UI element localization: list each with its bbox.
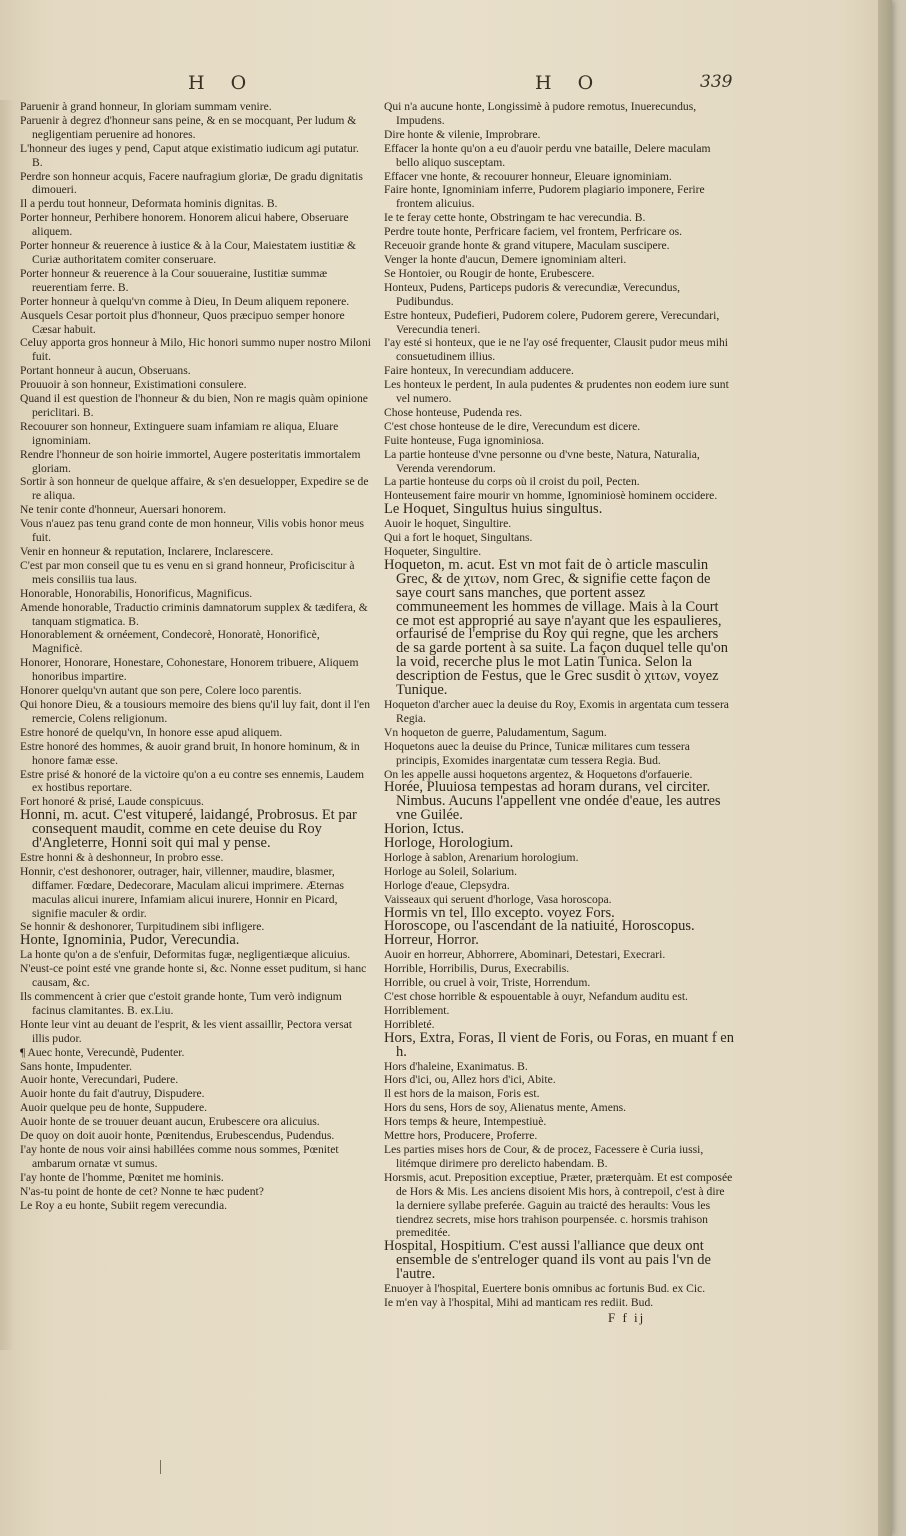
dictionary-entry: Auoir le hoquet, Singultire. bbox=[384, 517, 512, 531]
dictionary-entry: Les honteux le perdent, In aula pudentes & prudentes non eodem iure sunt vel numero. bbox=[384, 378, 729, 406]
dictionary-entry: Portant honneur à aucun, Obseruans. bbox=[20, 364, 191, 378]
dictionary-entry: La honte qu'on a de s'enfuir, Deformitas fugæ, negligentiæque alicuius. bbox=[20, 948, 351, 962]
dictionary-entry: Ie te feray cette honte, Obstringam te hac verecundia. B. bbox=[384, 211, 646, 225]
dictionary-entry: Auoir honte de se trouuer deuant aucun, Erubescere ora alicuius. bbox=[20, 1115, 320, 1129]
dictionary-entry: Chose honteuse, Pudenda res. bbox=[384, 405, 523, 419]
dictionary-entry: Horloge à sablon, Arenarium horologium. bbox=[384, 850, 579, 864]
dictionary-entry: Honni, m. acut. C'est vituperé, laidangé, Probrosus. Et par consequent maudit, comme en cete deuise du Roy d'Angleterre, Honni soit qui mal y pense. bbox=[20, 807, 357, 852]
dictionary-entry: Porter honneur, Perhibere honorem. Honorem alicui habere, Obseruare aliquem. bbox=[20, 211, 349, 239]
dictionary-entry: Vous n'auez pas tenu grand conte de mon honneur, Vilis vobis honor meus fuit. bbox=[20, 517, 365, 545]
dictionary-entry: Les parties mises hors de Cour, & de procez, Facessere è Curia iussi, litémque dirimere pro derelicto habendam. B. bbox=[384, 1142, 704, 1170]
dictionary-entry: I'ay honte de nous voir ainsi habillées comme nous sommes, Pœnitet ambarum ornatæ vt sumus. bbox=[20, 1142, 339, 1170]
dictionary-entry: Receuoir grande honte & grand vitupere, Maculam suscipere. bbox=[384, 239, 670, 253]
dictionary-entry: Horrible, Horribilis, Durus, Execrabilis. bbox=[384, 962, 570, 976]
dictionary-entry: Hospital, Hospitium. C'est aussi l'alliance que deux ont ensemble de s'entreloger quand ils vont au pais l'vn de l'autre. bbox=[384, 1238, 711, 1283]
dictionary-entry: De quoy on doit auoir honte, Pœnitendus, Erubescendus, Pudendus. bbox=[20, 1129, 335, 1143]
dictionary-entry: Honorable, Honorabilis, Honorificus, Magnificus. bbox=[20, 586, 253, 600]
dictionary-entry: Le Hoquet, Singultus huius singultus. bbox=[384, 501, 603, 518]
dictionary-entry: Dire honte & vilenie, Improbrare. bbox=[384, 127, 541, 141]
dictionary-entry: Vaisseaux qui seruent d'horloge, Vasa horoscopa. bbox=[384, 892, 612, 906]
dictionary-entry: Prouuoir à son honneur, Existimationi consulere. bbox=[20, 378, 247, 392]
dictionary-entry: Honteusement faire mourir vn homme, Ignominiosè hominem occidere. bbox=[384, 489, 718, 503]
dictionary-entry: ¶ Auec honte, Verecundè, Pudenter. bbox=[20, 1045, 185, 1059]
dictionary-entry: Honorer, Honorare, Honestare, Cohonestare, Honorem tribuere, Aliquem honoribus impartire. bbox=[20, 656, 359, 684]
dictionary-entry: Ie m'en vay à l'hospital, Mihi ad manticam res rediit. Bud. bbox=[384, 1295, 654, 1309]
dictionary-entry: Enuoyer à l'hospital, Euertere bonis omnibus ac fortunis Bud. ex Cic. bbox=[384, 1282, 706, 1296]
dictionary-entry: Effacer la honte qu'on a eu d'auoir perdu vne bataille, Delere maculam bello aliquo susceptam. bbox=[384, 141, 711, 169]
dictionary-entry: Porter honneur à quelqu'vn comme à Dieu, In Deum aliquem reponere. bbox=[20, 294, 350, 308]
dictionary-entry: Qui a fort le hoquet, Singultans. bbox=[384, 531, 533, 545]
dictionary-entry: N'as-tu point de honte de cet? Nonne te hæc pudent? bbox=[20, 1184, 264, 1198]
dictionary-entry: Horée, Pluuiosa tempestas ad horam durans, vel circiter. Nimbus. Aucuns l'appellent vne ondée d'eaue, les autres vne Guilée. bbox=[384, 779, 721, 824]
dictionary-entry: Rendre l'honneur de son hoirie immortel, Augere posteritatis immortalem gloriam. bbox=[20, 447, 361, 475]
page-edge bbox=[878, 0, 892, 1536]
dictionary-entry: Honteux, Pudens, Particeps pudoris & verecundiæ, Verecundus, Pudibundus. bbox=[384, 280, 681, 308]
dictionary-entry: C'est chose horrible & espouentable à ouyr, Nefandum auditu est. bbox=[384, 990, 688, 1003]
dictionary-entry: Horsmis, acut. Preposition exceptiue, Præter, præterquàm. Et est composée de Hors & Mis. Les anciens disoient Mis hors, à contrepoil, c'est à dire la derniere syllabe preferée. Gaguin au traicté des heraults: Vous les tiendrez secrets, mise hors trahison pourpensée. c. horsmis trahison premeditée. bbox=[384, 1170, 733, 1240]
dictionary-entry: Paruenir à grand honneur, In gloriam summam venire. bbox=[20, 100, 272, 113]
dictionary-entry: Hoqueton d'archer auec la deuise du Roy, Exomis in argentata cum tessera Regia. bbox=[384, 697, 729, 725]
dictionary-entry: Hormis vn tel, Illo excepto. voyez Fors. bbox=[384, 904, 615, 921]
dictionary-entry: Fuite honteuse, Fuga ignominiosa. bbox=[384, 433, 545, 447]
dictionary-entry: Paruenir à degrez d'honneur sans peine, & en se mocquant, Per ludum & negligentiam peruenire ad honores. bbox=[20, 113, 357, 141]
dictionary-entry: Hors du sens, Hors de soy, Alienatus mente, Amens. bbox=[384, 1101, 627, 1115]
dictionary-entry: Horloge, Horologium. bbox=[384, 835, 514, 852]
dictionary-entry: Qui n'a aucune honte, Longissimè à pudore remotus, Inuerecundus, Impudens. bbox=[384, 100, 697, 127]
dictionary-entry: I'ay honte de l'homme, Pœnitet me hominis. bbox=[20, 1170, 224, 1184]
dictionary-entry: Venir en honneur & reputation, Inclarere, Inclarescere. bbox=[20, 545, 274, 558]
dictionary-entry: Auoir honte, Verecundari, Pudere. bbox=[20, 1073, 179, 1087]
dictionary-entry: Horloge au Soleil, Solarium. bbox=[384, 864, 517, 878]
dictionary-entry: Estre honni & à deshonneur, In probro esse. bbox=[20, 850, 224, 864]
dictionary-entry: Perdre son honneur acquis, Facere naufragium gloriæ, De gradu dignitatis dimoueri. bbox=[20, 169, 363, 197]
dictionary-entry: Honorablement & ornéement, Condecorè, Honoratè, Honorificè, Magnificè. bbox=[20, 628, 320, 656]
dictionary-entry: Sortir à son honneur de quelque affaire, & s'en desuelopper, Expedire se de re aliqua. bbox=[20, 475, 369, 503]
dictionary-entry: Horloge d'eaue, Clepsydra. bbox=[384, 878, 510, 892]
dictionary-entry: On les appelle aussi hoquetons argentez, & Hoquetons d'orfauerie. bbox=[384, 767, 693, 781]
dictionary-entry: Le Roy a eu honte, Subiit regem verecundia. bbox=[20, 1198, 228, 1212]
dictionary-entry: Faire honteux, In verecundiam adducere. bbox=[384, 364, 574, 378]
dictionary-entry: Hoqueton, m. acut. Est vn mot fait de ò article masculin Grec, & de χιτων, nom Grec, & signifie cette façon de saye court sans manches, que portent assez communeement les hommes de village. Mais à la Court ce mot est approprié au saye n'ayant que les espaulieres, orfaurisé de l'emprise du Roy qui regne, que les archers de sa garde portent à sa suite. La façon duquel telle qu'on la void, recerche plus le mot Latin Tunica. Selon la description de Festus, que le Grec susdit ò χιτων, voyez Tunique. bbox=[384, 556, 728, 699]
dictionary-entry: Hoquetons auec la deuise du Prince, Tunicæ militares cum tessera principis, Exomides inargentatæ cum tessera Regia. Bud. bbox=[384, 739, 690, 767]
dictionary-entry: Honte, Ignominia, Pudor, Verecundia. bbox=[20, 932, 240, 949]
dictionary-entry: C'est chose honteuse de le dire, Verecundum est dicere. bbox=[384, 419, 641, 433]
dictionary-entry: Horoscope, ou l'ascendant de la natiuité, Horoscopus. bbox=[384, 918, 695, 935]
dictionary-entry: Horion, Ictus. bbox=[384, 821, 465, 838]
dictionary-entry: Il a perdu tout honneur, Deformata hominis dignitas. B. bbox=[20, 197, 278, 211]
dictionary-entry: Faire honte, Ignominiam inferre, Pudorem plagiario imponere, Ferire frontem alicuius. bbox=[384, 183, 705, 211]
dictionary-entry: C'est par mon conseil que tu es venu en si grand honneur, Proficiscitur à meis consiliis tua laus. bbox=[20, 558, 355, 586]
dictionary-entry: Hors temps & heure, Intempestiuè. bbox=[384, 1115, 547, 1129]
printer-mark bbox=[160, 1460, 161, 1474]
dictionary-entry: N'eust-ce point esté vne grande honte si, &c. Nonne esset puditum, si hanc causam, &c. bbox=[20, 962, 367, 990]
dictionary-entry: Honorer quelqu'vn autant que son pere, Colere loco parentis. bbox=[20, 684, 302, 698]
dictionary-entry: Estre honteux, Pudefieri, Pudorem colere, Pudorem gerere, Verecundari, Verecundia teneri. bbox=[384, 308, 720, 336]
dictionary-entry: Effacer vne honte, & recouurer honneur, Eleuare ignominiam. bbox=[384, 169, 672, 183]
dictionary-entry: Qui honore Dieu, & a tousiours memoire des biens qu'il luy fait, dont il l'en remercie, Colens religionum. bbox=[20, 697, 371, 725]
dictionary-entry: Celuy apporta gros honneur à Milo, Hic honori summo nuper nostro Miloni fuit. bbox=[20, 336, 371, 364]
dictionary-entry: Auoir quelque peu de honte, Suppudere. bbox=[20, 1101, 208, 1115]
signature-mark: F f ij bbox=[608, 1310, 646, 1325]
dictionary-entry: Quand il est question de l'honneur & du bien, Non re magis quàm opinione periclitari. B. bbox=[20, 392, 368, 419]
dictionary-entry: Recouurer son honneur, Extinguere suam infamiam re aliqua, Eluare ignominiam. bbox=[20, 419, 339, 447]
dictionary-entry: Estre honoré des hommes, & auoir grand bruit, In honore hominum, & in honore famæ esse. bbox=[20, 739, 360, 767]
dictionary-entry: Sans honte, Impudenter. bbox=[20, 1059, 133, 1073]
dictionary-entry: Auoir honte du fait d'autruy, Dispudere. bbox=[20, 1087, 205, 1101]
dictionary-entry: Il est hors de la maison, Foris est. bbox=[384, 1087, 540, 1101]
dictionary-entry: Fort honoré & prisé, Laude conspicuus. bbox=[20, 795, 204, 809]
left-column bbox=[20, 100, 372, 1330]
header-left-letters: H O bbox=[188, 72, 257, 94]
dictionary-entry: Honte leur vint au deuant de l'esprit, & les vient assaillir, Pectora versat illis pudor. bbox=[20, 1017, 352, 1045]
dictionary-entry: La partie honteuse du corps où il croist du poil, Pecten. bbox=[384, 475, 640, 489]
page-gutter bbox=[0, 100, 14, 1350]
dictionary-entry: Porter honneur & reuerence à iustice & à la Cour, Maiestatem iustitiæ & Curiæ authoritatem comiter conseruare. bbox=[20, 239, 356, 266]
dictionary-entry: Horrible, ou cruel à voir, Triste, Horrendum. bbox=[384, 976, 591, 990]
dictionary-entry: Hors, Extra, Foras, Il vient de Foris, ou Foras, en muant f en h. bbox=[384, 1029, 734, 1060]
dictionary-entry: Ne tenir conte d'honneur, Auersari honorem. bbox=[20, 503, 227, 517]
dictionary-entry: Se honnir & deshonorer, Turpitudinem sibi infligere. bbox=[20, 920, 265, 934]
running-header bbox=[0, 72, 892, 102]
dictionary-entry: Perdre toute honte, Perfricare faciem, vel frontem, Perfricare os. bbox=[384, 225, 683, 239]
right-column bbox=[384, 100, 734, 1320]
dictionary-entry: I'ay esté si honteux, que ie ne l'ay osé frequenter, Clausit pudor meus mihi consuetudinem illius. bbox=[384, 336, 729, 364]
dictionary-entry: Auoir en horreur, Abhorrere, Abominari, Detestari, Execrari. bbox=[384, 948, 666, 962]
dictionary-entry: Venger la honte d'aucun, Demere ignominiam alteri. bbox=[384, 252, 627, 266]
dictionary-entry: L'honneur des iuges y pend, Caput atque existimatio iudicum agi putatur. B. bbox=[20, 141, 359, 169]
dictionary-entry: Estre prisé & honoré de la victoire qu'on a eu contre ses ennemis, Laudem ex hostibus reportare. bbox=[20, 767, 364, 795]
dictionary-entry: Porter honneur & reuerence à la Cour souueraine, Iustitiæ summæ reuerentiam ferre. B. bbox=[20, 266, 328, 294]
dictionary-entry: Horribleté. bbox=[384, 1017, 435, 1031]
dictionary-entry: Hors d'ici, ou, Allez hors d'ici, Abite. bbox=[384, 1073, 556, 1087]
dictionary-entry: Horriblement. bbox=[384, 1003, 450, 1017]
dictionary-entry: Horreur, Horror. bbox=[384, 932, 479, 949]
dictionary-entry: Vn hoqueton de guerre, Paludamentum, Sagum. bbox=[384, 725, 607, 739]
dictionary-entry: Amende honorable, Traductio criminis damnatorum supplex & tædifera, & tanquam stigmatica. B. bbox=[20, 600, 368, 628]
dictionary-entry: Hoqueter, Singultire. bbox=[384, 545, 482, 558]
dictionary-entry: Estre honoré de quelqu'vn, In honore esse apud aliquem. bbox=[20, 725, 283, 739]
dictionary-entry: Mettre hors, Producere, Proferre. bbox=[384, 1129, 538, 1143]
dictionary-entry: Honnir, c'est deshonorer, outrager, hair, villenner, maudire, blasmer, diffamer. Fœdare, Dedecorare, Maculam alicui imprimere. Æternas maculas alicui inurere, Infamiam alicui inurere, Honnir en Picard, signifie maculer & ordir. bbox=[20, 864, 345, 920]
dictionary-entry: Se Hontoier, ou Rougir de honte, Erubescere. bbox=[384, 266, 595, 280]
dictionary-entry: Hors d'haleine, Exanimatus. B. bbox=[384, 1059, 528, 1073]
dictionary-entry: Ausquels Cesar portoit plus d'honneur, Quos præcipuo semper honore Cæsar habuit. bbox=[20, 308, 345, 336]
header-right-letters: H O bbox=[535, 72, 604, 94]
dictionary-entry: Ils commencent à crier que c'estoit grande honte, Tum verò indignum facinus clamitantes. B. ex.Liu. bbox=[20, 990, 342, 1017]
dictionary-entry: La partie honteuse d'vne personne ou d'vne beste, Natura, Naturalia, Verenda verendorum. bbox=[384, 447, 700, 475]
page-number: 339 bbox=[700, 72, 733, 92]
